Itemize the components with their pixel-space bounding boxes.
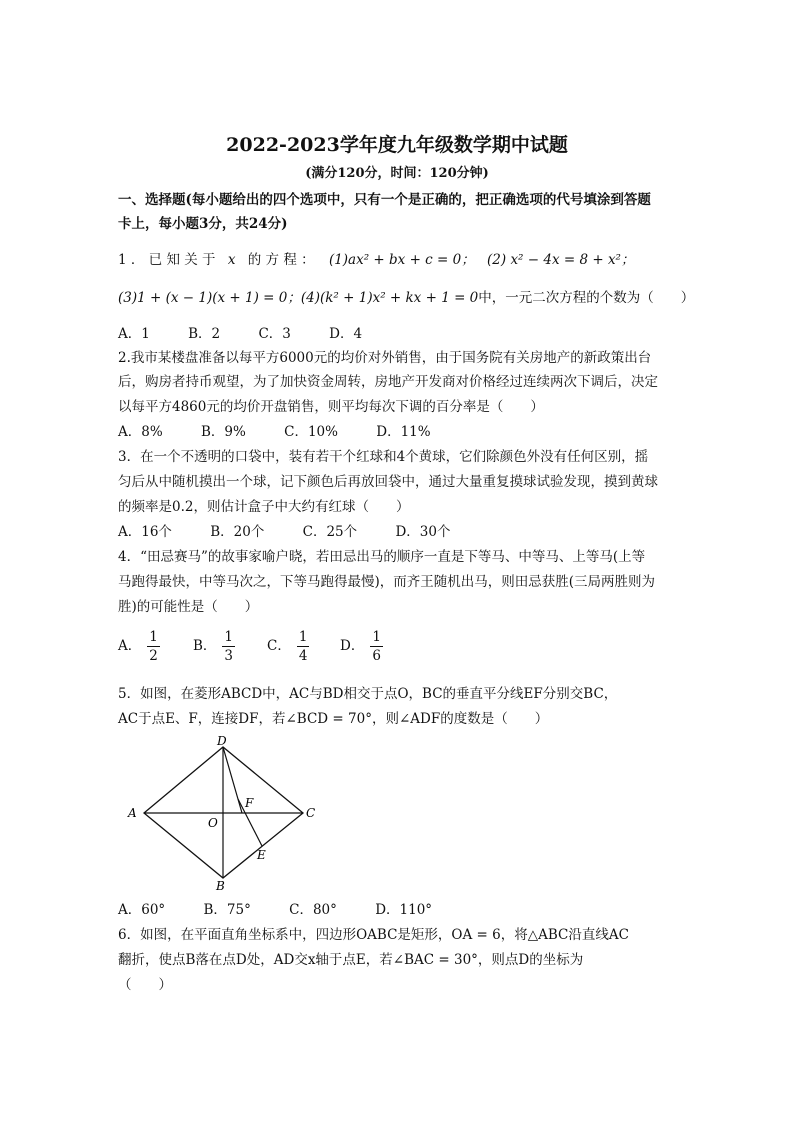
q5-option-d: D．110° — [375, 902, 433, 918]
q4-option-a-den: 2 — [149, 648, 158, 664]
q1-option-d: D．4 — [329, 326, 363, 342]
q4-option-a-fraction — [147, 628, 160, 665]
page-title: 2022-2023学年度九年级数学期中试题 — [226, 134, 568, 156]
label-b: B — [216, 879, 225, 893]
q6-line1: 6．如图，在平面直角坐标系中，四边形OABC是矩形，OA = 6，将△ABC沿直线AC — [118, 927, 629, 943]
q2-line2: 后，购房者持币观望，为了加快资金周转，房地产开发商对价格经过连续两次下调后，决定 — [118, 374, 658, 390]
q4-option-c-den: 4 — [298, 648, 308, 664]
q6-line3: （ ） — [118, 977, 172, 993]
q6-line2: 翻折，使点B落在点D处，AD交x轴于点E，若∠BAC = 30°，则点D的坐标为 — [118, 952, 584, 968]
label-c: C — [306, 806, 316, 820]
q3-option-d: D．30个 — [395, 524, 451, 540]
section1-instructions-line1: 一、选择题(每小题给出的四个选项中，只有一个是正确的，把正确选项的代号填涂到答题 — [118, 192, 651, 208]
q4-option-d-num: 1 — [372, 629, 381, 645]
q1-line2 — [118, 286, 695, 306]
q1-prefix: 1 ． 已 知 关 于 — [118, 252, 216, 268]
q4-option-b-den: 3 — [224, 648, 234, 664]
q5-options — [118, 898, 466, 918]
q4-line2: 马跑得最快，中等马次之，下等马跑得最慢)，而齐王随机出马，则田忌获胜(三局两胜则为 — [118, 574, 656, 590]
q4-option-d-label: D． — [340, 638, 365, 654]
section1-instructions-line2: 卡上，每小题3分，共24分) — [118, 216, 288, 232]
q4-option-d-fraction — [370, 628, 383, 665]
q1-eq2: (2) x² − 4x = 8 + x²； — [487, 252, 635, 268]
q3-line3: 的频率是0.2，则估计盒子中大约有红球（ ） — [118, 499, 410, 515]
q5-option-c: C．80° — [289, 902, 337, 918]
label-o: O — [208, 816, 218, 830]
q3-option-b: B．20个 — [210, 524, 265, 540]
label-d: D — [217, 735, 227, 748]
page-subtitle: (满分120分，时间：120分钟) — [305, 166, 489, 181]
q1-variable: x — [227, 252, 236, 268]
segment-df — [223, 747, 242, 813]
q1-eqs-3-4: (3)1 + (x − 1)(x + 1) = 0；(4)(k² + 1)x² + kx + 1 = 0 — [118, 290, 479, 306]
q5-line1: 5．如图，在菱形ABCD中，AC与BD相交于点O，BC的垂直平分线EF分别交BC， — [118, 686, 618, 702]
q2-line1: 2.我市某楼盘准备以每平方6000元的均价对外销售，由于国务院有关房地产的新政策出台 — [118, 350, 652, 366]
label-e: E — [257, 848, 266, 862]
q4-option-d — [340, 628, 383, 665]
label-a: A — [128, 806, 137, 820]
q4-option-c-label: C． — [267, 638, 291, 654]
q1-option-c: C．3 — [258, 326, 291, 342]
q4-option-a-label: A． — [118, 638, 142, 654]
q1-line1 — [118, 248, 678, 268]
q2-option-a: A．8% — [118, 424, 163, 440]
q2-options — [118, 420, 465, 440]
q2-line3: 以每平方4860元的均价开盘销售，则平均每次下调的百分率是（ ） — [118, 399, 544, 415]
q3-option-c: C．25个 — [302, 524, 358, 540]
q4-option-a-num: 1 — [149, 629, 158, 645]
q3-line1: 3．在一个不透明的口袋中，装有若干个红球和4个黄球，它们除颜色外没有任何区别，摇 — [118, 449, 649, 465]
q5-option-b: B．75° — [203, 902, 251, 918]
q4-option-b — [193, 628, 235, 665]
q3-options — [118, 520, 484, 540]
q5-option-a: A．60° — [118, 902, 166, 918]
q3-line2: 匀后从中随机摸出一个球，记下颜色后再放回袋中，通过大量重复摸球试验发现，摸到黄球 — [118, 474, 658, 490]
q3-option-a: A．16个 — [118, 524, 172, 540]
q4-option-a — [118, 628, 160, 665]
label-f: F — [245, 796, 254, 810]
q1-option-b: B．2 — [188, 326, 221, 342]
q2-option-b: B．9% — [200, 424, 246, 440]
q1-eq1: (1)ax² + bx + c = 0； — [328, 252, 475, 268]
q4-option-b-label: B． — [193, 638, 217, 654]
q4-line1: 4．“田忌赛马”的故事家喻户晓，若田忌出马的顺序一直是下等马、中等马、上等马(上等 — [118, 549, 646, 565]
q4-option-c — [267, 628, 309, 665]
q4-option-d-den: 6 — [372, 648, 381, 664]
q2-option-c: C．10% — [284, 424, 338, 440]
q4-option-c-num: 1 — [298, 629, 308, 645]
q4-option-b-num: 1 — [224, 629, 234, 645]
q4-option-b-fraction — [222, 628, 235, 665]
q2-option-d: D．11% — [376, 424, 431, 440]
q1-options — [118, 322, 396, 342]
q4-option-c-fraction — [297, 628, 310, 665]
q5-rhombus-figure — [120, 735, 330, 895]
q1-question-tail: 中，一元二次方程的个数为（ ） — [478, 290, 695, 306]
q1-mid: 的 方 程 ： — [247, 252, 315, 268]
q5-line2: AC于点E、F，连接DF，若∠BCD = 70°，则∠ADF的度数是（ ） — [118, 711, 549, 727]
q4-line3: 胜)的可能性是（ ） — [118, 599, 259, 615]
q1-option-a: A．1 — [118, 326, 150, 342]
